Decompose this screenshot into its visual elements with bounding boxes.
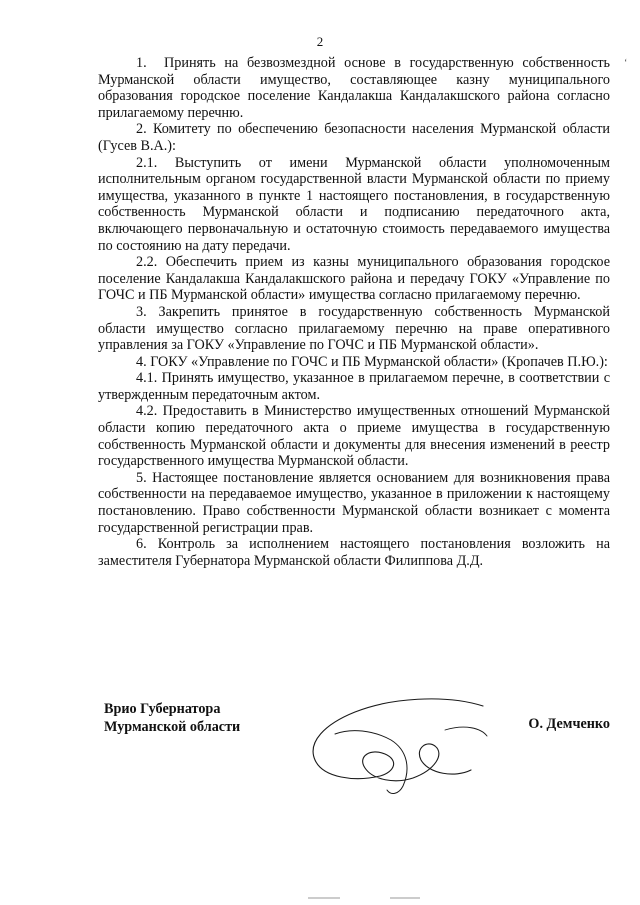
paragraph-5: 5. Настоящее постановление является основанием для возникновения права собственности на передаваемое имущество, указанное в приложении к настоящему постановлению. Право собственности Мурманской области возникает с момента государственной регистрации прав. (98, 469, 610, 536)
paragraph-4: 4. ГОКУ «Управление по ГОЧС и ПБ Мурманской области» (Кропачев П.Ю.): (136, 353, 608, 370)
signatory-title (104, 700, 240, 736)
paragraph-6: 6. Контроль за исполнением настоящего постановления возложить на заместителя Губернатора Мурманской области Филиппова Д.Д. (98, 536, 610, 569)
page-number: 2 (316, 34, 324, 49)
paragraph-2: 2. Комитету по обеспечению безопасности населения Мурманской области (Гусев В.А.): (98, 121, 610, 154)
paragraph-4-1: 4.1. Принять имущество, указанное в прилагаемом перечне, в соответствии с утвержденным передаточным актом. (98, 370, 610, 403)
paragraph-3: 3. Закрепить принятое в государственную собственность Мурманской области имущество согласно прилагаемому перечню на праве оперативного управления за ГОКУ «Управление по ГОЧС и ПБ Мурманской области». (98, 303, 610, 354)
paragraph-1: 1. Принять на безвозмездной основе в государственную собственность Мурманской области имущество, составляющее казну муниципального образования городское поселение Кандалакша Кандалакшского района согласно прилагаемому перечню. (98, 55, 610, 121)
signatory-title-line-1: Врио Губернатора (104, 701, 221, 717)
paragraph-2-1: 2.1. Выступить от имени Мурманской области уполномоченным исполнительным органом государственной власти Мурманской области по приему имущества, указанного в пункте 1 настоящего постановления, в государственную собственность Мурманской области и подписанию передаточного акта, включающего первоначальную и остаточную стоимость передаваемого имущества по состоянию на дату передачи. (98, 154, 610, 254)
bottom-edge-marks (300, 896, 440, 900)
paragraph-4-2: 4.2. Предоставить в Министерство имущественных отношений Мурманской области копию передаточного акта о приеме имущества в государственную собственность Мурманской области и документы для внесения изменений в реестр государственного имущества Мурманской области. (98, 403, 610, 470)
signatory-name: О. Демченко (528, 716, 610, 732)
paragraph-2-2: 2.2. Обеспечить прием из казны муниципального образования городское поселение Кандалакша Кандалакшского района и передачу ГОКУ «Управление по ГОЧС и ПБ Мурманской области» имущества согласно прилагаемому перечню. (98, 254, 610, 304)
edge-mark: ‘ (624, 58, 628, 69)
handwritten-signature (295, 690, 495, 800)
signatory-title-line-2: Мурманской области (104, 719, 241, 735)
